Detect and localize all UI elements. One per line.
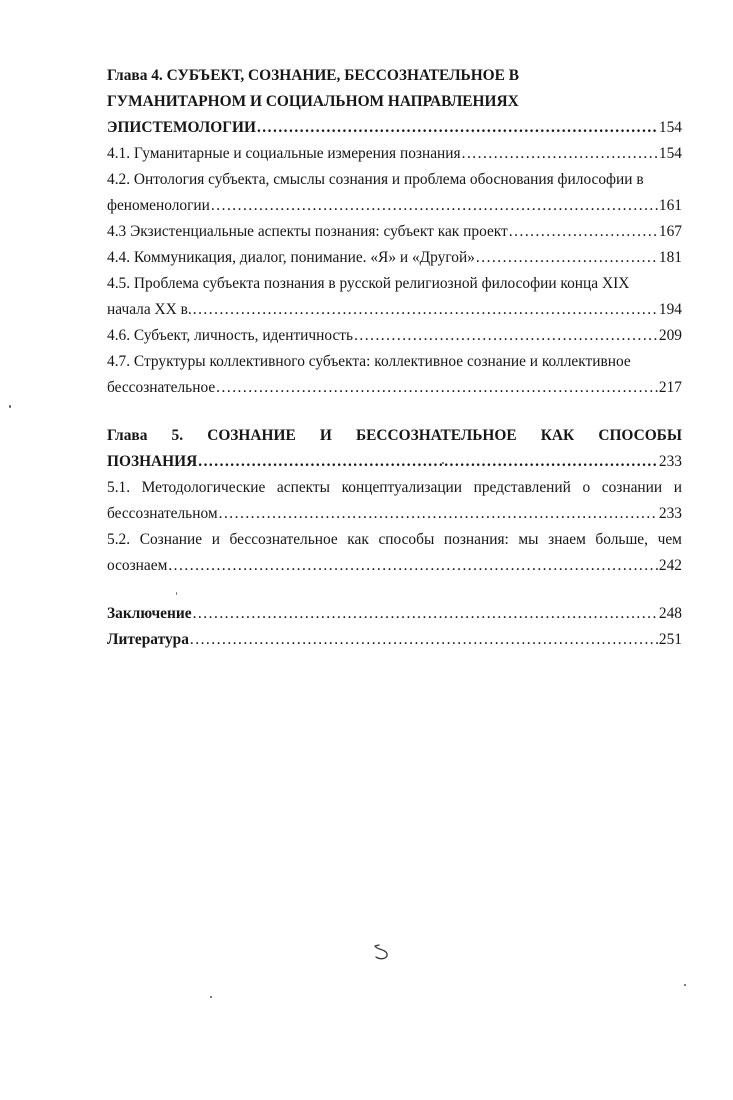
chapter-5-title-line-1: Глава 5. СОЗНАНИЕ И БЕССОЗНАТЕЛЬНОЕ КАК СПОСОБЫ — [107, 427, 682, 444]
chapter-5-title-line-2: ПОЗНАНИЯ ..... 233 — [107, 449, 682, 475]
leader-dots — [354, 323, 658, 349]
spacer — [107, 579, 682, 601]
leader-dots — [168, 553, 658, 579]
toc-entry-4-5-line-1: 4.5. Проблема субъекта познания в русской религиозной философии конца XIX — [107, 275, 630, 292]
leader-dots — [198, 449, 658, 475]
scan-speck — [442, 462, 444, 464]
chapter-4-title-line-1: Глава 4. СУБЪЕКТ, СОЗНАНИЕ, БЕССОЗНАТЕЛЬНОЕ В — [107, 67, 520, 84]
toc-entry-5-1-line-1: 5.1. Методологические аспекты концептуализации представлений о сознании и — [107, 479, 682, 496]
leader-dots — [216, 375, 658, 401]
leader-dots — [193, 601, 658, 627]
leader-dots — [219, 501, 658, 527]
toc-entry-4-1: 4.1. Гуманитарные и социальные измерения познания ..... 154 — [107, 141, 682, 167]
handwritten-page-number — [370, 940, 394, 964]
table-of-contents — [107, 63, 682, 653]
toc-entry-4-7-line-1: 4.7. Структуры коллективного субъекта: коллективное сознание и коллективное — [107, 353, 631, 370]
spacer — [107, 401, 682, 423]
leader-dots — [257, 115, 658, 141]
leader-dots — [190, 627, 658, 653]
toc-entry-4-5-line-2: начала XX в. ..... 194 — [107, 297, 682, 323]
toc-entry-4-2-line-1: 4.2. Онтология субъекта, смыслы сознания и проблема обоснования философии в — [107, 171, 644, 188]
toc-entry-4-6: 4.6. Субъект, личность, идентичность ..... 209 — [107, 323, 682, 349]
scan-speck — [684, 984, 686, 986]
scan-speck — [176, 592, 177, 595]
toc-entry-bibliography: Литература ..... 251 — [107, 627, 682, 653]
toc-entry-5-2-line-1: 5.2. Сознание и бессознательное как способы познания: мы знаем больше, чем — [107, 531, 682, 548]
chapter-4-page: 154 — [658, 119, 682, 136]
chapter-5-page: 233 — [658, 453, 682, 470]
leader-dots — [462, 141, 658, 167]
toc-entry-conclusion: Заключение ..... 248 — [107, 601, 682, 627]
toc-entry-4-3: 4.3 Экзистенциальные аспекты познания: субъект как проект ..... 167 — [107, 219, 682, 245]
scan-speck — [9, 405, 11, 408]
leader-dots — [193, 297, 658, 323]
chapter-4-title-line-3 — [107, 115, 682, 141]
scan-speck — [210, 996, 212, 998]
toc-entry-5-1-line-2: бессознательном ..... 233 — [107, 501, 682, 527]
leader-dots — [476, 245, 658, 271]
chapter-4-title-line-2: ГУМАНИТАРНОМ И СОЦИАЛЬНОМ НАПРАВЛЕНИЯХ — [107, 93, 519, 110]
leader-dots — [509, 219, 658, 245]
toc-entry-4-4: 4.4. Коммуникация, диалог, понимание. «Я» и «Другой» ..... 181 — [107, 245, 682, 271]
leader-dots — [211, 193, 658, 219]
chapter-4-title-text: ЭПИСТЕМОЛОГИИ — [107, 119, 256, 136]
toc-entry-4-7-line-2: бессознательное ..... 217 — [107, 375, 682, 401]
toc-entry-5-2-line-2: осознаем ..... 242 — [107, 553, 682, 579]
toc-entry-4-2-line-2: феноменологии ..... 161 — [107, 193, 682, 219]
